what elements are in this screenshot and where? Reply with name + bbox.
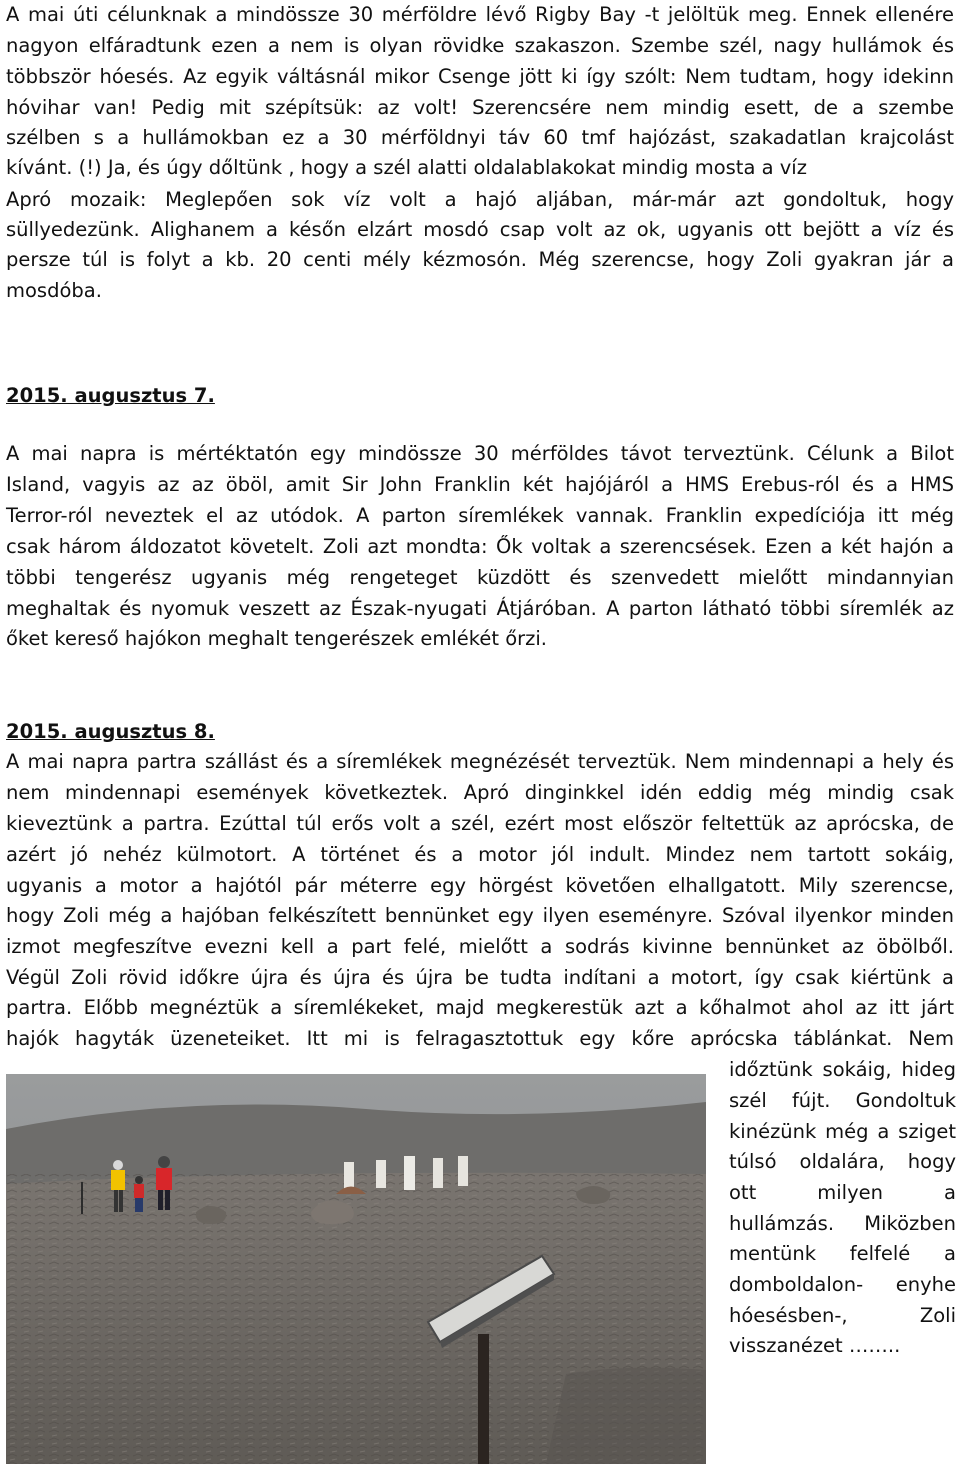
- text-line: mosdóba.: [6, 279, 102, 302]
- text-line: hogy Zoli még a hajóban felkészített bennünket egy ilyen eseményre. Szóval ilyenkor minden: [6, 904, 954, 927]
- text-line: kívánt. (!) Ja, és úgy dőltünk , hogy a szél alatti oldalablakokat mindig mosta a víz: [6, 156, 807, 179]
- side-text-line: hóesésben-, Zoli: [729, 1304, 956, 1327]
- side-text-line: domboldalon- enyhe: [729, 1273, 956, 1296]
- text-line: hajók hagyták üzeneteiket. Itt mi is felragasztottuk egy kőre aprócska táblánkat. Nem: [6, 1027, 954, 1050]
- section-date: 2015. augusztus 8.: [6, 720, 215, 743]
- text-line: többször hóesés. Az egyik váltásnál mikor Csenge jött ki így szólt: Nem tudtam, hogy idekinn: [6, 65, 954, 88]
- side-text-line: szél fújt. Gondoltuk: [729, 1089, 956, 1112]
- section-date: 2015. augusztus 7.: [6, 384, 215, 407]
- side-text-line: mentünk felfelé a: [729, 1242, 956, 1265]
- side-text-line: időztünk sokáig, hideg: [729, 1058, 956, 1081]
- text-line: süllyedezünk. Alighanem a későn elzárt mosdó csap volt az ok, ugyanis ott bejött a víz és: [6, 218, 954, 241]
- text-line: persze túl is folyt a kb. 20 centi mély kézmosón. Még szerencse, hogy Zoli gyakran jár a: [6, 248, 954, 271]
- text-line: A mai úti célunknak a mindössze 30 mérföldre lévő Rigby Bay -t jelöltük meg. Ennek ellenére: [6, 3, 954, 26]
- text-line: ugyanis a motor a hajótól pár méterre egy hörgést követően elhallgatott. Mily szerencse,: [6, 874, 954, 897]
- text-line: kieveztünk a partra. Ezúttal túl erős volt a szél, ezért most először feltettük az aprócska, de: [6, 812, 954, 835]
- side-text-line: hullámzás. Miközben: [729, 1212, 956, 1235]
- text-line: Apró mozaik: Meglepően sok víz volt a hajó aljában, már-már azt gondoltuk, hogy: [6, 188, 954, 211]
- text-line: csak három áldozatot követelt. Zoli azt mondta: Ők voltak a szerencsések. Ezen a két hajón a: [6, 535, 954, 558]
- text-line: A mai napra partra szállást és a síremlékek megnézését terveztük. Nem mindennapi a hely és: [6, 750, 954, 773]
- text-line: nagyon elfáradtunk ezen a nem is olyan rövidke szakaszon. Szembe szél, nagy hullámok és: [6, 34, 954, 57]
- text-line: azért jó nehéz külmotort. A történet és a motor jól indult. Mindez nem tartott sokáig,: [6, 843, 954, 866]
- text-line: partra. Előbb megnéztük a síremlékeket, majd megkerestük azt a kőhalmot ahol az itt járt: [6, 996, 954, 1019]
- text-line: többi tengerész ugyanis még rengeteget küzdött és szenvedett mielőtt mindannyian: [6, 566, 954, 589]
- side-text-line: visszanézet ……..: [729, 1334, 901, 1357]
- text-line: nem mindennapi események következtek. Apró dinginkkel idén eddig még mindig csak: [6, 781, 954, 804]
- gravesites-photo: [6, 1074, 706, 1464]
- text-line: hóvihar van! Pedig mit szépítsük: az volt! Szerencsére nem mindig esett, de a szembe: [6, 96, 954, 119]
- side-text-line: ott milyen a: [729, 1181, 956, 1204]
- text-line: meghaltak és nyomuk veszett az Észak-nyugati Átjáróban. A parton látható többi síremlék az: [6, 597, 954, 620]
- text-line: Island, vagyis az az öböl, amit Sir John Franklin két hajójáról a HMS Erebus-ról és a HMS: [6, 473, 954, 496]
- text-line: Terror-ról neveztek el az utódok. A parton síremlékek vannak. Franklin expedíciója itt még: [6, 504, 954, 527]
- text-line: Végül Zoli rövid időkre újra és újra és újra be tudta indítani a motort, így csak kiértünk a: [6, 966, 954, 989]
- text-line: izmot megfeszítve evezni kell a part felé, mielőtt a sodrás kivinne bennünket az öbölből.: [6, 935, 954, 958]
- side-text-line: túlsó oldalára, hogy: [729, 1150, 956, 1173]
- side-text-line: kinézünk még a sziget: [729, 1120, 956, 1143]
- text-line: szélben s a hullámokban ez a 30 mérföldnyi táv 60 tmf hajózást, szakadatlan krajcolást: [6, 126, 954, 149]
- text-line: A mai napra is mértéktatón egy mindössze 30 mérföldes távot terveztünk. Célunk a Bilot: [6, 442, 954, 465]
- text-line: őket kereső hajókon meghalt tengerészek emlékét őrzi.: [6, 627, 548, 650]
